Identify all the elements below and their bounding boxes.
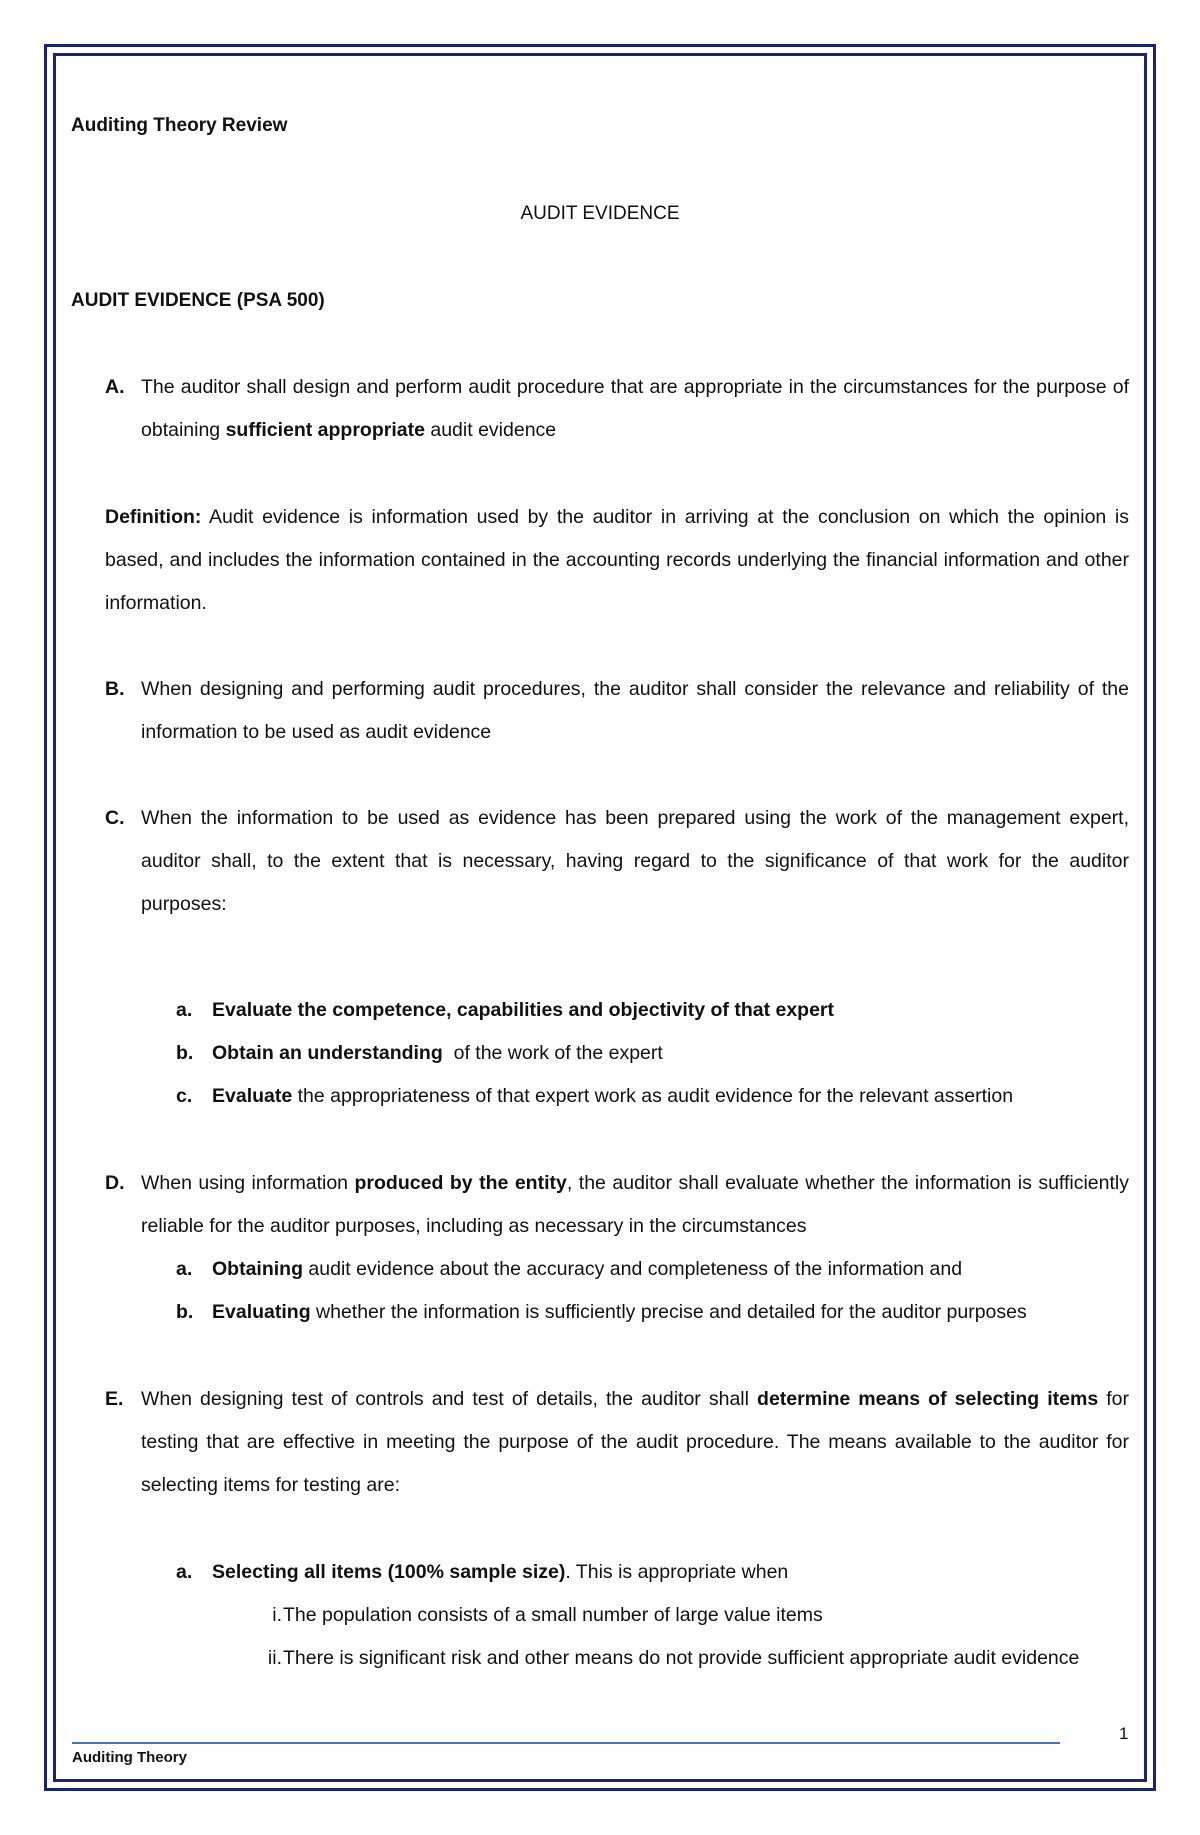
item-c-sub-b-bold: Obtain an understanding (212, 1042, 443, 1064)
item-d-sub-b-rest: whether the information is sufficiently precise and detailed for the auditor purposes (310, 1301, 1027, 1323)
item-c-sub-b-text (212, 1032, 1130, 1075)
item-e-text (141, 1378, 1129, 1507)
item-e-sub-a-label: a. (176, 1561, 193, 1583)
item-e-sub-a-bold: Selecting all items (100% sample size) (212, 1561, 566, 1583)
roman-i-text: The population consists of a small number of large value items (283, 1604, 823, 1626)
item-a-text (141, 366, 1129, 452)
definition-text: Audit evidence is information used by the auditor in arriving at the conclusion on which the opinion is based, and includes the information contained in the accounting records underlying the financial information and other information. (105, 506, 1129, 614)
item-e-sub-a-text (212, 1551, 1130, 1594)
document-page (70, 0, 1130, 1835)
item-e-text-2: for testing that are effective in meeting the purpose of the audit procedure. The means available to the auditor for selecting items for testing are: (141, 1388, 1129, 1496)
item-e-text-1: When designing test of controls and test of details, the auditor shall (141, 1388, 758, 1410)
item-e-bold: determine means of selecting items (757, 1388, 1099, 1410)
roman-ii-text: There is significant risk and other means do not provide sufficient appropriate audit evidence (283, 1647, 1080, 1669)
item-d-sub-b-text (212, 1291, 1130, 1334)
item-c-sub-a-bold: Evaluate the competence, capabilities and objectivity of that expert (212, 999, 835, 1021)
item-d-label: D. (105, 1172, 125, 1194)
roman-ii-label: ii. (267, 1647, 282, 1669)
item-c-sub-b-rest: of the work of the expert (442, 1042, 663, 1064)
document-header: Auditing Theory Review (71, 115, 288, 136)
footer-text: Auditing Theory (72, 1749, 187, 1766)
item-e-sub-a-rest: . This is appropriate when (565, 1561, 789, 1583)
item-d-sub-a-bold: Obtaining (212, 1258, 303, 1280)
definition-label: Definition: (105, 506, 202, 528)
item-a-text-1: The auditor shall design and perform audit procedure that are appropriate in the circumstances for the purpose of obtaining (141, 376, 1129, 441)
footer-rule (72, 1742, 1060, 1744)
item-b-label: B. (105, 678, 125, 700)
item-c-sub-c-bold: Evaluate (212, 1085, 293, 1107)
item-a-bold: sufficient appropriate (225, 419, 425, 441)
section-heading: AUDIT EVIDENCE (PSA 500) (71, 290, 325, 311)
item-d-sub-a-label: a. (176, 1258, 193, 1280)
item-c-sub-b-label: b. (176, 1042, 194, 1064)
item-d-text (141, 1162, 1129, 1248)
item-d-text-2: , the auditor shall evaluate whether the information is sufficiently reliable for the auditor purposes, including as necessary in the circumstances (141, 1172, 1129, 1237)
item-c-text: When the information to be used as evidence has been prepared using the work of the management expert, auditor shall, to the extent that is necessary, having regard to the significance of that work for the auditor purposes: (141, 807, 1129, 915)
item-d-text-1: When using information (141, 1172, 355, 1194)
document-title: AUDIT EVIDENCE (520, 203, 680, 224)
item-c-sub-c-label: c. (176, 1085, 193, 1107)
item-a-text-2: audit evidence (424, 419, 557, 441)
item-a-label: A. (105, 376, 125, 398)
item-d-bold: produced by the entity (354, 1172, 567, 1194)
item-c-sub-c-rest: the appropriateness of that expert work as audit evidence for the relevant assertion (292, 1085, 1014, 1107)
item-d-sub-b-bold: Evaluating (212, 1301, 311, 1323)
item-c-sub-c-text (212, 1075, 1130, 1118)
definition-paragraph (105, 496, 1129, 625)
item-e-label: E. (105, 1388, 124, 1410)
item-d-sub-a-text (212, 1248, 1130, 1291)
item-c-sub-a-text (212, 989, 1130, 1032)
item-d-sub-a-rest: audit evidence about the accuracy and completeness of the information and (303, 1258, 963, 1280)
roman-i-label: i. (272, 1604, 282, 1626)
page-number: 1 (1119, 1724, 1129, 1743)
item-c-sub-a-label: a. (176, 999, 193, 1021)
item-d-sub-b-label: b. (176, 1301, 194, 1323)
item-b-text: When designing and performing audit procedures, the auditor shall consider the relevance and reliability of the information to be used as audit evidence (141, 678, 1129, 743)
item-c-label: C. (105, 807, 125, 829)
